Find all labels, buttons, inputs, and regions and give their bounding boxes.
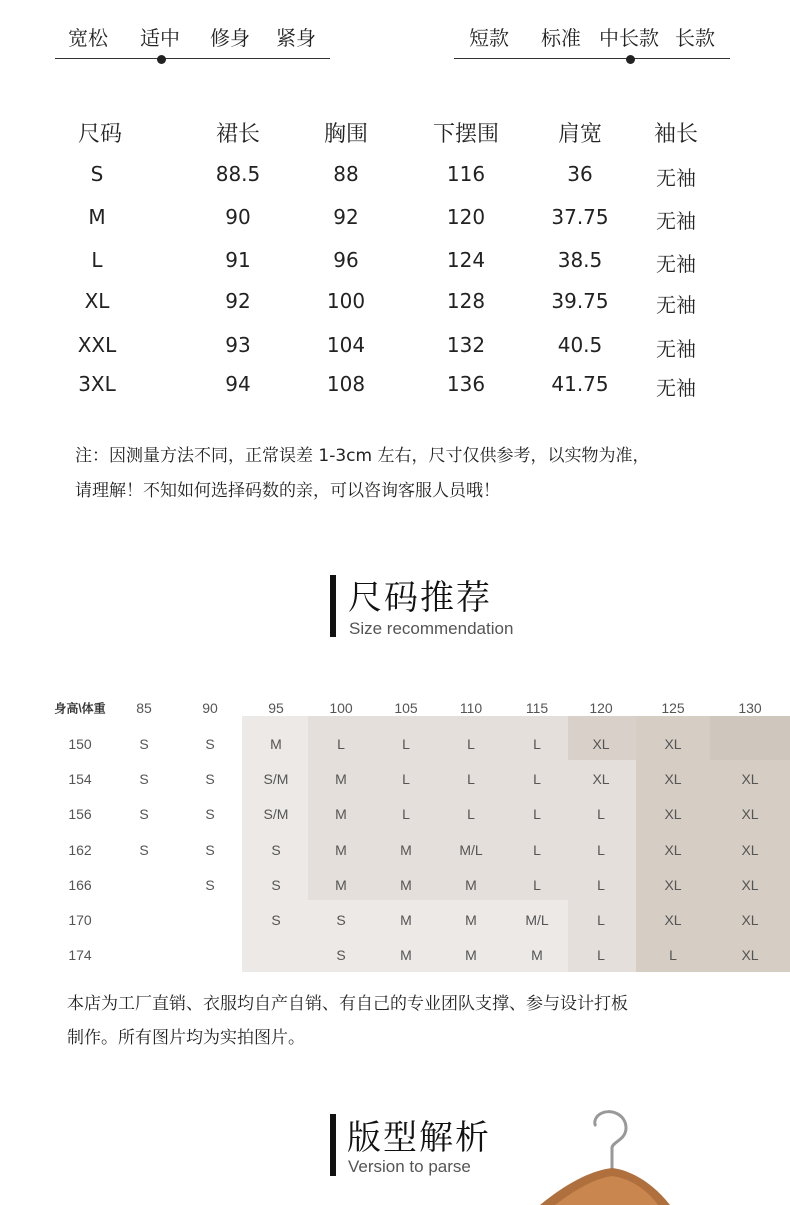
grid-size-cell: L	[337, 736, 345, 752]
length-label-short: 短款	[469, 26, 509, 50]
grid-size-cell: L	[669, 947, 677, 964]
grid-size-cell: S/M	[263, 771, 289, 788]
grid-weight-header: 115	[525, 700, 549, 716]
grid-size-cell: XL	[741, 876, 759, 893]
size-table-size-label: XXL	[77, 333, 117, 357]
grid-size-cell: L	[402, 806, 410, 823]
store-statement-line1: 本店为工厂直销、衣服均自产自销、有自己的专业团队支撑、参与设计打板	[67, 994, 628, 1014]
grid-size-cell: S	[205, 736, 215, 752]
grid-size-cell: XL	[664, 876, 682, 893]
size-table-cell: 100	[326, 289, 366, 313]
grid-weight-header: 125	[661, 700, 685, 716]
size-table-cell: 132	[446, 333, 486, 357]
grid-size-cell: M	[335, 771, 347, 788]
grid-size-cell: L	[402, 771, 410, 788]
size-table-cell: 124	[446, 248, 486, 272]
grid-size-cell: L	[533, 806, 541, 823]
grid-size-cell: XL	[741, 771, 759, 788]
grid-size-cell: XL	[664, 912, 682, 928]
grid-weight-header: 105	[394, 700, 418, 716]
grid-weight-header: 90	[202, 700, 218, 716]
size-table-cell: 88	[333, 162, 359, 186]
fit-label-loose: 宽松	[68, 26, 108, 50]
size-table-cell: 128	[446, 289, 486, 313]
grid-size-cell: M/L	[459, 841, 483, 858]
size-table	[0, 0, 790, 420]
size-table-size-label: 3XL	[78, 372, 116, 396]
size-table-cell: 无袖	[656, 337, 696, 361]
grid-size-cell: S	[336, 912, 346, 928]
store-statement-line2: 制作。所有图片均为实拍图片。	[67, 1028, 305, 1048]
grid-height-label: 156	[68, 806, 92, 823]
grid-size-cell: M	[400, 841, 412, 858]
grid-size-cell: L	[597, 876, 605, 893]
version-parse-title: 版型解析	[347, 1118, 491, 1158]
grid-size-cell: S	[139, 806, 149, 823]
size-table-cell: 120	[446, 205, 486, 229]
size-table-cell: 无袖	[656, 166, 696, 190]
grid-size-cell: M	[531, 947, 543, 964]
grid-size-cell: S	[271, 912, 281, 928]
size-table-size-label: XL	[84, 289, 110, 313]
size-table-header: 下摆围	[432, 122, 500, 147]
grid-size-cell: S	[271, 876, 281, 893]
section-bar-version-parse	[330, 1114, 336, 1176]
grid-size-cell: L	[597, 806, 605, 823]
size-table-size-label: S	[90, 162, 104, 186]
grid-height-label: 162	[68, 841, 92, 858]
grid-size-cell: S	[271, 841, 281, 858]
version-parse-subtitle: Version to parse	[348, 1157, 471, 1176]
grid-size-cell: XL	[741, 841, 759, 858]
grid-size-cell: S	[205, 876, 215, 893]
grid-size-cell: M	[465, 947, 477, 964]
size-table-cell: 36	[567, 162, 593, 186]
size-table-cell: 无袖	[656, 209, 696, 233]
grid-size-cell: XL	[664, 806, 682, 823]
size-table-cell: 116	[446, 162, 486, 186]
grid-size-cell: L	[533, 841, 541, 858]
size-table-cell: 93	[225, 333, 251, 357]
fit-label-slim: 修身	[210, 26, 250, 50]
grid-size-cell: L	[533, 876, 541, 893]
size-table-cell: 136	[446, 372, 486, 396]
grid-height-label: 154	[68, 771, 92, 788]
grid-size-cell: XL	[664, 736, 682, 752]
size-recommendation-title: 尺码推荐	[348, 578, 492, 618]
grid-size-cell: L	[467, 771, 475, 788]
grid-size-cell: L	[467, 806, 475, 823]
grid-size-cell: S	[205, 841, 215, 858]
grid-weight-header: 85	[136, 700, 152, 716]
grid-size-cell: XL	[664, 841, 682, 858]
size-table-cell: 108	[326, 372, 366, 396]
grid-size-cell: M	[335, 806, 347, 823]
grid-size-cell: S	[139, 736, 149, 752]
grid-size-cell: L	[533, 771, 541, 788]
size-table-cell: 91	[225, 248, 251, 272]
grid-size-cell: M	[400, 947, 412, 964]
measurement-note-line1: 注：因测量方法不同，正常误差 1-3cm 左右，尺寸仅供参考，以实物为准，	[75, 446, 650, 466]
grid-weight-header: 120	[589, 700, 613, 716]
grid-weight-header: 95	[268, 700, 284, 716]
fit-label-regular: 适中	[140, 26, 180, 50]
size-table-cell: 无袖	[656, 293, 696, 317]
size-table-cell: 无袖	[656, 252, 696, 276]
grid-size-cell: S	[205, 806, 215, 823]
grid-size-cell: XL	[664, 771, 682, 788]
size-table-header: 袖长	[653, 122, 699, 147]
grid-size-cell: M	[465, 912, 477, 928]
grid-size-cell: XL	[741, 912, 759, 928]
grid-height-label: 166	[68, 876, 92, 893]
grid-size-cell: S	[139, 771, 149, 788]
grid-size-cell: XL	[592, 771, 610, 788]
size-recommendation-subtitle: Size recommendation	[349, 619, 514, 638]
grid-size-cell: M	[400, 912, 412, 928]
grid-size-cell: XL	[741, 947, 759, 964]
size-table-header: 肩宽	[557, 122, 603, 147]
size-table-header: 胸围	[323, 122, 369, 147]
size-table-cell: 41.75	[551, 372, 609, 396]
size-table-cell: 38.5	[557, 248, 603, 272]
grid-size-cell: L	[402, 736, 410, 752]
grid-corner-label: 身高\体重	[54, 701, 106, 716]
grid-weight-header: 110	[459, 700, 483, 716]
grid-size-cell: L	[467, 736, 475, 752]
size-table-cell: 92	[333, 205, 359, 229]
size-table-cell: 37.75	[551, 205, 609, 229]
grid-band-5	[710, 716, 790, 760]
measurement-note-line2: 请理解！不知如何选择码数的亲，可以咨询客服人员哦！	[75, 481, 500, 501]
size-table-cell: 94	[225, 372, 251, 396]
size-table-header: 尺码	[77, 122, 123, 147]
size-table-cell: 88.5	[215, 162, 261, 186]
size-table-cell: 92	[225, 289, 251, 313]
grid-weight-header: 100	[329, 700, 353, 716]
section-bar-size-recommendation	[330, 575, 336, 637]
grid-size-cell: XL	[741, 806, 759, 823]
grid-size-cell: L	[597, 841, 605, 858]
grid-height-label: 170	[68, 912, 92, 928]
grid-height-label: 150	[68, 736, 92, 752]
size-table-cell: 40.5	[557, 333, 603, 357]
grid-size-cell: L	[533, 736, 541, 752]
length-label-standard: 标准	[541, 26, 581, 50]
grid-size-cell: M	[400, 876, 412, 893]
size-table-cell: 90	[225, 205, 251, 229]
length-label-midi: 中长款	[599, 26, 659, 50]
grid-size-cell: M	[270, 736, 282, 752]
grid-size-cell: S	[336, 947, 346, 964]
grid-size-cell: L	[597, 912, 605, 928]
size-table-cell: 104	[326, 333, 366, 357]
size-table-size-label: L	[91, 248, 103, 272]
grid-size-cell: M	[335, 876, 347, 893]
grid-size-cell: M/L	[525, 912, 549, 928]
grid-size-cell: XL	[592, 736, 610, 752]
size-recommendation-grid	[0, 690, 790, 972]
fit-label-tight: 紧身	[276, 26, 316, 50]
grid-weight-header: 130	[738, 700, 762, 716]
size-table-header: 裙长	[215, 122, 261, 147]
grid-size-cell: S	[139, 841, 149, 858]
size-table-cell: 39.75	[551, 289, 609, 313]
size-table-cell: 无袖	[656, 376, 696, 400]
size-table-size-label: M	[88, 205, 106, 229]
hanger-image	[530, 1100, 680, 1205]
size-table-cell: 96	[333, 248, 359, 272]
grid-size-cell: L	[597, 947, 605, 964]
grid-size-cell: S	[205, 771, 215, 788]
grid-size-cell: M	[335, 841, 347, 858]
grid-size-cell: M	[465, 876, 477, 893]
length-label-long: 长款	[675, 26, 715, 50]
grid-size-cell: S/M	[263, 806, 289, 823]
grid-height-label: 174	[68, 947, 92, 964]
